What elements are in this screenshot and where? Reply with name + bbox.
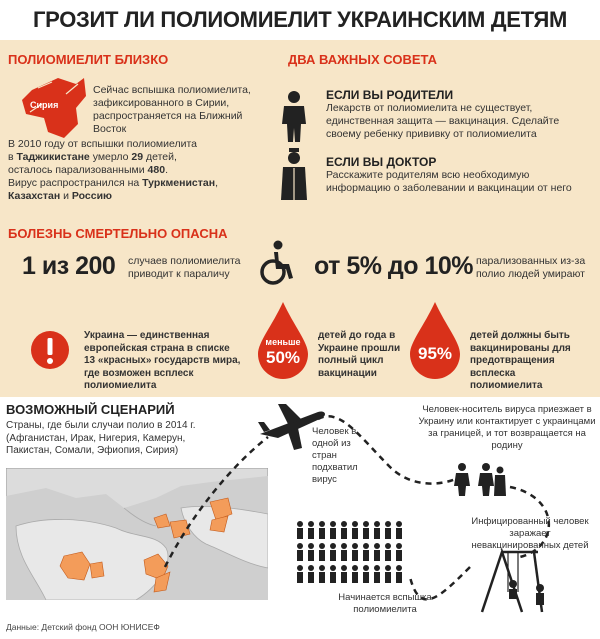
section-heading-advice: ДВА ВАЖНЫХ СОВЕТА	[288, 52, 438, 67]
step1-text: Человек в одной из стран подхватил вирус	[312, 426, 358, 485]
contact-people-icon	[448, 462, 508, 498]
parent-person-icon	[280, 90, 308, 144]
warning-icon	[30, 330, 70, 370]
ratio-value: 1 из 200	[22, 252, 116, 280]
drop1-value: 50%	[265, 348, 301, 367]
step4-text: Начинается вспышка полиомиелита	[338, 592, 432, 615]
doctor-text: Расскажите родителям всю необходимую информацию о заболевании и вакцинации от него	[326, 169, 572, 194]
step2-text: Человек-носитель вируса приезжает в Украину или контактирует с украинцами за границей, и тот возвращается на родину	[418, 404, 596, 451]
warning-text: Украина — единственная европейская страна в списке 13 «красных» государств мира, где возможен всплеск полиомиелита	[84, 330, 241, 391]
close-text: Сейчас вспышка полиомиелита, зафиксированного в Сирии, распространяется на Ближний Восток	[93, 84, 251, 135]
parents-title: ЕСЛИ ВЫ РОДИТЕЛИ	[326, 88, 454, 102]
source-text: Данные: Детский фонд ООН ЮНИСЕФ	[6, 622, 160, 632]
syria-map-label: Сирия	[30, 100, 59, 110]
section-heading-danger: БОЛЕЗНЬ СМЕРТЕЛЬНО ОПАСНА	[8, 226, 228, 241]
tajik-line-4: Вирус распространился на Туркменистан,	[8, 177, 218, 189]
drop2-text: детей должны быть вакцинированы для предотвращения всплеска полиомиелита	[470, 330, 571, 391]
page-title: ГРОЗИТ ЛИ ПОЛИОМИЕЛИТ УКРАИНСКИМ ДЕТЯМ	[0, 0, 600, 40]
doctor-person-icon	[280, 148, 308, 204]
tajik-line-1: В 2010 году от вспышки полиомиелита	[8, 138, 197, 150]
drop1-text: детей до года в Украине прошли полный цикл вакцинации	[318, 330, 401, 379]
tajik-paragraph	[8, 138, 278, 203]
parents-text: Лекарств от полиомиелита не существует, единственная защита — вакцинация. Сделайте своему ребенку прививку от полиомиелита	[326, 102, 560, 140]
tajik-line-5: Казахстан и Россию	[8, 190, 112, 202]
countries-text: Страны, где были случаи полио в 2014 г. (Афганистан, Ирак, Нигерия, Камерун, Пакистан, Сомали, Эфиопия, Сирия)	[6, 420, 196, 456]
blood-drop-icon-2	[408, 300, 462, 380]
step3-text: Инфицированный человек заражает невакцинированных детей	[471, 516, 589, 551]
range-text: парализованных из-за полио людей умирают	[476, 255, 586, 280]
range-value: от 5% до 10%	[314, 252, 474, 280]
section-heading-scenario: ВОЗМОЖНЫЙ СЦЕНАРИЙ	[6, 402, 175, 417]
tajik-line-2: в Таджикистане умерло 29 детей,	[8, 151, 177, 163]
ratio-text: случаев полиомиелита приводит к параличу	[128, 255, 241, 280]
drop1-top: меньше	[265, 337, 301, 347]
wheelchair-icon	[258, 240, 296, 286]
crowd-icon	[294, 520, 406, 586]
drop2-value: 95%	[417, 344, 453, 363]
section-heading-close: ПОЛИОМИЕЛИТ БЛИЗКО	[8, 52, 169, 67]
tajik-line-3: осталось парализованными 480.	[8, 164, 168, 176]
swing-children-icon	[478, 548, 552, 614]
doctor-title: ЕСЛИ ВЫ ДОКТОР	[326, 155, 437, 169]
